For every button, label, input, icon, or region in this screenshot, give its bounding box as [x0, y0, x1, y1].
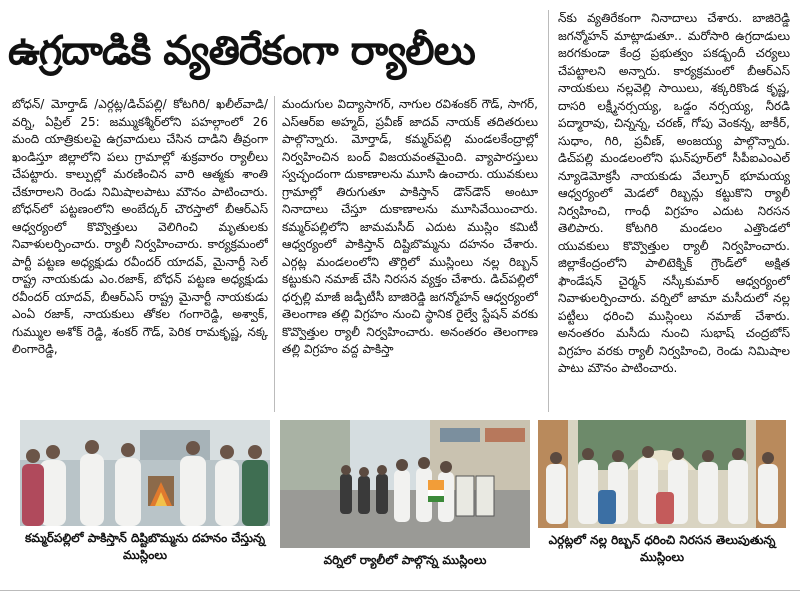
article-column-2: మందుగుల విద్యాసాగర్, నాగుల రవిశంకర్ గౌడ్, సాగర్, ఎస్ఆర్ఐ అహ్మద్, ప్రవీణ్ జాదవ్ నాయక్ తదితరులు పాల్గొన్నారు. మోర్తాడ్, కమ్మర్‌పల్లి మండలకేంద్రాల్లో నిర్వహించిన బంద్ విజయవంతమైంది. వ్యాపారస్తులు స్వచ్ఛందంగా దుకాణాలను మూసి ఉంచారు. యువకులు గ్రామాల్లో తిరుగుతూ పాకిస్తాన్ డౌన్‌డౌన్ అంటూ నినాదాలు చేస్తూ దుకాణాలను మూసివేయించారు. కమ్మర్‌పల్లిలోని జామమసీద్ ఎదుట ముస్లిం కమిటీ ఆధ్వర్యంలో పాకిస్తాన్ దిష్టిబొమ్మను దహనం చేశారు. ఎర్గట్ల మండలంలోని తొర్లిలో ముస్లింలు నల్ల రిబ్బన్ కట్టుకుని నమాజ్ చేసి నిరసన వ్యక్తం చేశారు. డిచ్‌పల్లిలో ధర్పల్లి మాజీ జడ్పీటీసీ బాజిరెడ్డి జగన్మోహన్ ఆధ్వర్యంలో తెలంగాణ తల్లి విగ్రహం నుంచి స్థానిక రైల్వే స్టేషన్ వరకు కొవ్వొత్తుల ర్యాలీ నిర్వహించారు. అనంతరం తెలంగాణ తల్లి విగ్రహం వద్ద పాకిస్తా — [282, 97, 538, 356]
caption-photo-1: కమ్మర్‌పల్లిలో పాకిస్తాన్ దిష్టిబొమ్మను దహనం చేస్తున్న ముస్లింలు — [24, 531, 266, 562]
article-column-1: బోధన్/ మోర్తాడ్ /ఎర్గట్ల/డిచ్‌పల్లి/ కోటగిరి/ ఖలీల్‌వాడి/ వర్ని, ఏప్రిల్ 25: జమ్ముకశ్మీర్‌లోని పహల్గాంలో 26 మంది యాత్రికులపై ఉగ్రవాదులు చేసిన దాడిని తీవ్రంగా ఖండిస్తూ జిల్లాలోని పలు గ్రామాల్లో శుక్రవారం ర్యాలీలు చేపట్టారు. కాల్పుల్లో మరణించిన వారి ఆత్మకు శాంతి చేకూరాలని రెండు నిమిషాలపాటు మౌనం పాటించారు. బోధన్‌లో పట్టణంలోని అంబేద్కర్ చౌరస్తాలో బీఆర్ఎస్ ఆధ్వర్యంలో కొవ్వొత్తులు వెలిగించి మృతులకు నివాళులర్పించారు. ర్యాలీ నిర్వహించారు. కార్యక్రమంలో పార్టీ పట్టణ అధ్యక్షుడు రవీందర్ యాదవ్, మైనార్టీ సెల్ రాష్ట్ర నాయకుడు ఎం.రజాక్, బోధన్ పట్టణ అధ్యక్షుడు రవీందర్ యాదవ్, బీఆర్ఎస్ రాష్ట్ర మైనార్టీ నాయకుడు ఎంఏ రజాక్, నాయకులు తోకల గంగారెడ్డి, అశ్వాక్, గుమ్ముల అశోక్ రెడ్డి, శంకర్ గౌడ్, పెరిక రామకృష్ణ, నక్క లింగారెడ్డి, — [12, 97, 268, 356]
bottom-rule — [0, 590, 800, 591]
headline: ఉగ్రదాడికి వ్యతిరేకంగా ర్యాలీలు — [8, 28, 475, 74]
photo-effigy-burning — [20, 420, 270, 526]
caption-photo-3: ఎర్గట్లలో నల్ల రిబ్బన్ ధరించి నిరసన తెలుపుతున్న ముస్లింలు — [548, 533, 776, 564]
photo-mosque-group — [538, 420, 786, 528]
column-divider — [274, 96, 275, 412]
column-divider — [548, 10, 549, 412]
photo-street-rally — [280, 420, 530, 548]
article-column-3: న్‌కు వ్యతిరేకంగా నినాదాలు చేశారు. బాజిరెడ్డి జగన్మోహన్ మాట్లాడుతూ.. మరోసారి ఉగ్రదాడులు జరగకుండా కేంద్ర ప్రభుత్వం పకడ్బందీ చర్యలు చేపట్టాలని అన్నారు. కార్యక్రమంలో బీఆర్ఎస్ నాయకులు నల్లవెల్లి సాయిలు, శక్కరికొండ కృష్ణ, దాసరి లక్ష్మీనర్సయ్య, ఒడ్డం నర్సయ్య, నీరడి పద్మారావు, చిన్నన్న, చరణ్, గోపు వెంకన్న, జాకీర్, సుధాం, గిరి, ప్రవీణ్, అంజయ్య పాల్గొన్నారు. డిచ్‌పల్లి మండలంలోని ఘన్‌పూర్‌లో సీపీఐఎంఎల్ న్యూడెమోక్రసీ నాయకుడు వేల్పూర్ భూమయ్య ఆధ్వర్యంలో మెడలో రిబ్బన్లు కట్టుకొని ర్యాలీ నిర్వహించి, గాంధీ విగ్రహం ఎదుట నిరసన తెలిపారు. కోటగిరి మండలం ఎత్తొండలో యువకులు కొవ్వొత్తుల ర్యాలీ నిర్వహించారు. జిల్లాకేంద్రంలోని పాలిటెక్నిక్ గ్రౌండ్‌లో అక్షిత ఫౌండేషన్ చైర్మన్ నస్కీకుమార్ ఆధ్వర్యంలో నివాళులర్పించారు. వర్నిలో జామా మసీదులో నల్ల పట్టీలు ధరించి ముస్లింలు నమాజ్ చేశారు. అనంతరం మసీదు నుంచి సుభాష్ చంద్రబోస్ విగ్రహం వరకు ర్యాలీ నిర్వహించి, రెండు నిమిషాల పాటు మౌనం పాటించారు. — [558, 11, 790, 375]
caption-photo-2: వర్నిలో ర్యాలీలో పాల్గొన్న ముస్లింలు — [323, 553, 487, 567]
